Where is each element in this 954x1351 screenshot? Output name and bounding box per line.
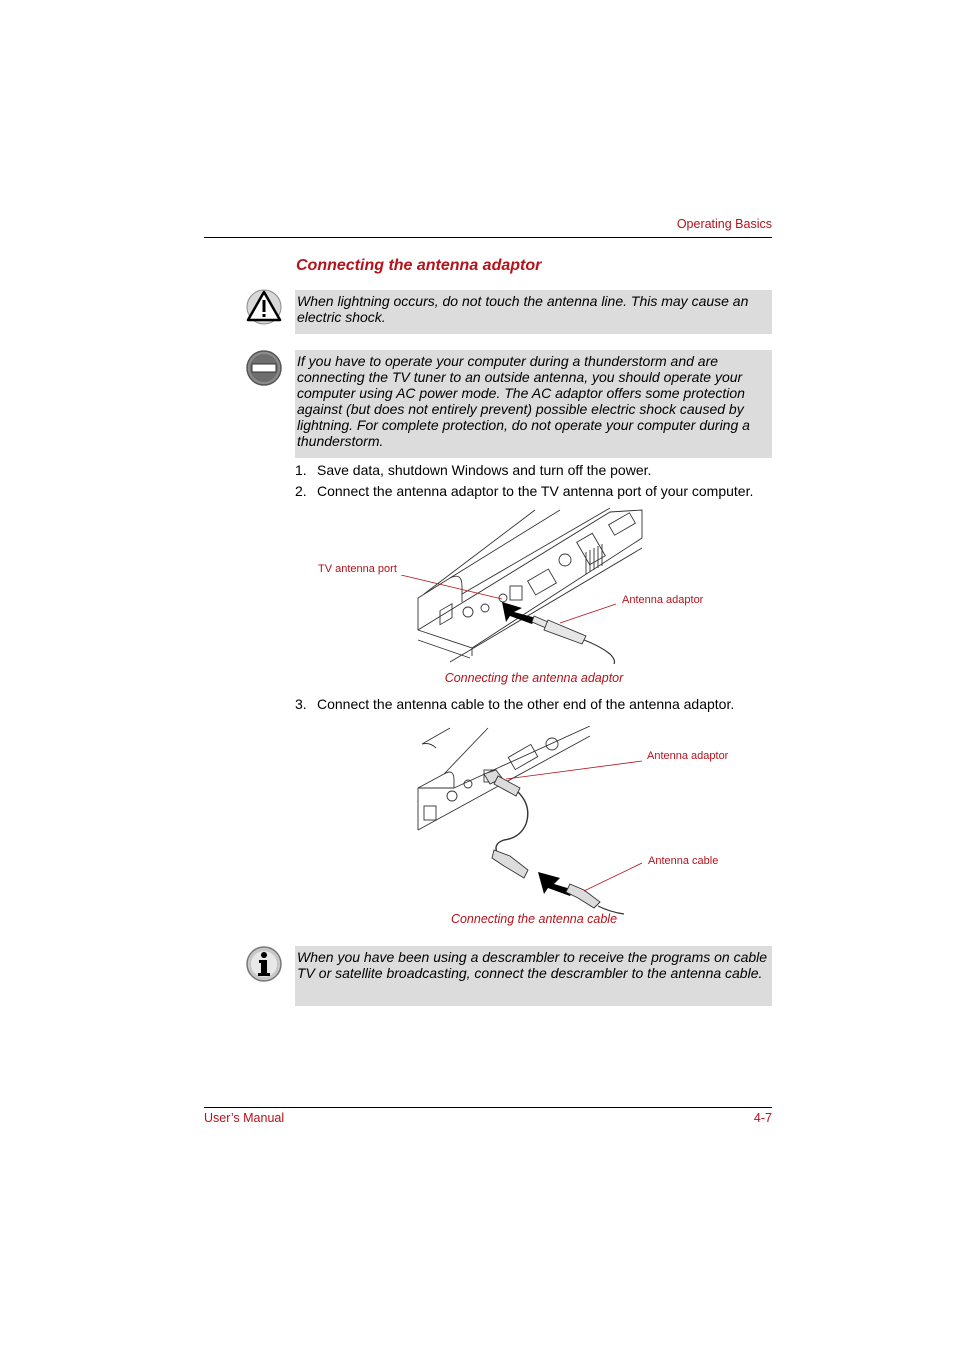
label-antenna-adaptor: Antenna adaptor	[647, 750, 729, 762]
step-number: 1.	[295, 462, 307, 478]
figure2-caption: Connecting the antenna cable	[450, 912, 618, 926]
step-1	[295, 462, 651, 478]
header-rule	[204, 237, 772, 238]
info-note: When you have been using a descrambler to receive the programs on cable TV or satellite broadcasting, connect the descrambler to the antenna cable.	[295, 946, 772, 1006]
caution-icon	[245, 349, 283, 387]
label-tv-antenna-port: TV antenna port	[318, 563, 397, 575]
figure2-leader-lines	[500, 755, 645, 895]
footer-rule	[204, 1107, 772, 1108]
footer-page-number: 4-7	[753, 1111, 772, 1125]
step-number: 2.	[295, 483, 307, 499]
footer-manual-name: User’s Manual	[204, 1111, 285, 1125]
step-3	[295, 696, 734, 712]
figure1-leader-lines	[400, 575, 620, 635]
section-title: Connecting the antenna adaptor	[296, 257, 542, 274]
figure1-caption: Connecting the antenna adaptor	[444, 671, 624, 685]
warning-icon	[245, 288, 283, 326]
caution-note: If you have to operate your computer during a thunderstorm and are connecting the TV tuner to an outside antenna, you should operate your computer using AC power mode. The AC adaptor offers some protection against (but does not entirely prevent) possible electric shock caused by lightning. For complete protection, do not operate your computer during a thunderstorm.	[295, 350, 772, 458]
step-number: 3.	[295, 696, 307, 712]
step-2	[295, 483, 753, 499]
label-antenna-cable: Antenna cable	[648, 855, 719, 867]
step-text: Connect the antenna cable to the other end of the antenna adaptor.	[317, 696, 735, 712]
warning-note: When lightning occurs, do not touch the antenna line. This may cause an electric shock.	[295, 290, 772, 334]
step-text: Connect the antenna adaptor to the TV antenna port of your computer.	[317, 483, 754, 499]
label-antenna-adaptor: Antenna adaptor	[622, 594, 704, 606]
step-text: Save data, shutdown Windows and turn off the power.	[317, 462, 652, 478]
info-icon	[245, 945, 283, 983]
running-header: Operating Basics	[676, 217, 772, 231]
